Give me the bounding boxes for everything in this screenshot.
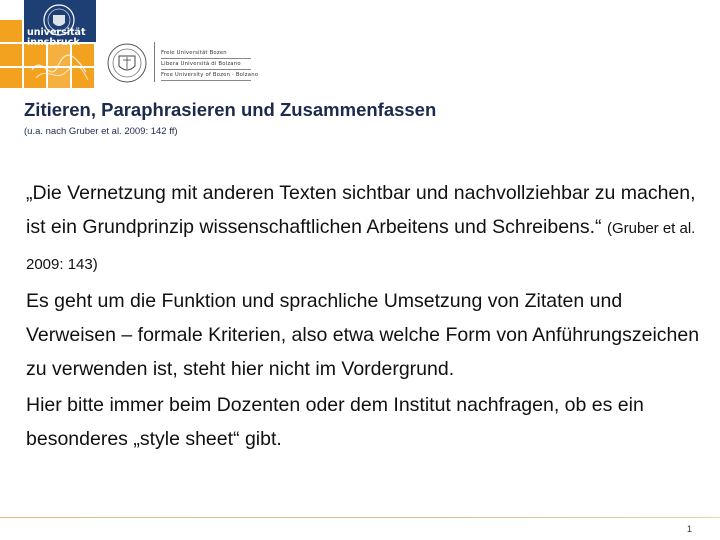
quote-citation: (Gruber et al. 2009: 143) [26,220,696,273]
paragraph-style-sheet: Hier bitte immer beim Dozenten oder dem Institut nachfragen, ob es ein besonderes „style sheet“ gibt. [26,394,644,450]
slide-title: Zitieren, Paraphrasieren und Zusammenfassen [24,99,437,120]
page-number: 1 [686,524,692,534]
free-university-bozen-logo [106,40,259,86]
paragraph-quote [26,176,706,282]
uibk-wordmark [27,28,97,48]
paragraph-function: Es geht um die Funktion und sprachliche Umsetzung von Zitaten und Verweisen – formale Kriterien, also etwa welche Form von Anführungszeichen zu verwenden ist, steht hier nicht im Vordergrund. [26,290,700,380]
bozen-seal-icon [106,42,148,84]
bozen-name-lines [161,48,259,81]
footer-divider [0,517,720,518]
bozen-name-en: Free University of Bozen · Bolzano [161,70,251,81]
bozen-name-de: Freie Universität Bozen [161,48,251,59]
uibk-wordmark-line2: innsbruck [27,37,80,48]
decorative-signature-icon [28,50,92,86]
bozen-logo-divider [154,42,155,82]
bozen-name-it: Libera Università di Bolzano [161,59,251,70]
slide-subtitle: (u.a. nach Gruber et al. 2009: 142 ff) [24,126,178,137]
uibk-wordmark-line1: universität [27,27,86,38]
university-innsbruck-logo [0,0,96,90]
quote-text: „Die Vernetzung mit anderen Texten sichtbar und nachvollziehbar zu machen, ist ein Grundprinzip wissenschaftlichen Arbeitens und Schreibens.“ [26,182,696,238]
slide-body [26,176,706,458]
